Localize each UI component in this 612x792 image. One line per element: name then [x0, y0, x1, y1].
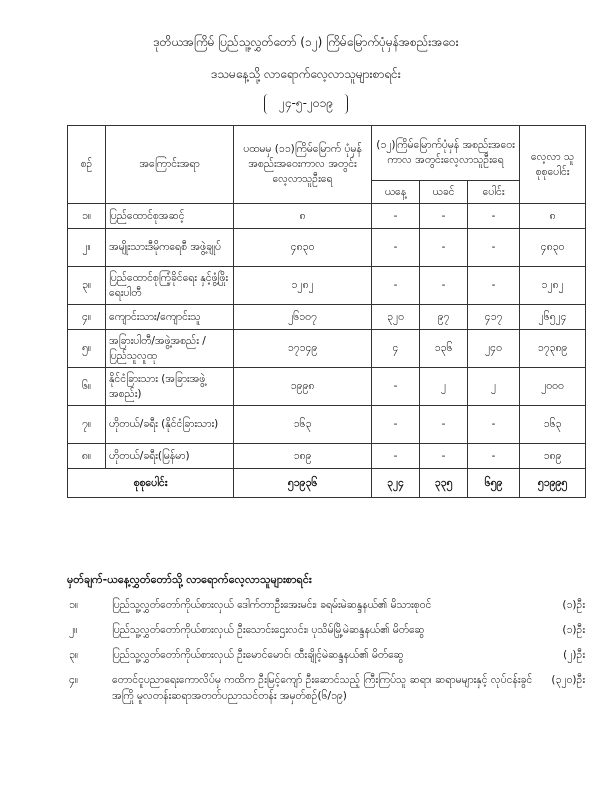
note-item — [67, 647, 585, 663]
cell-today: - — [372, 368, 420, 406]
cell-before: - — [420, 204, 468, 229]
document-subtitle: ဒသမနေ့သို့ လာရောက်လေ့လာသူများစာရင်း — [211, 67, 401, 81]
header-current-session: (၁၂)ကြိမ်မြောက်ပုံမှန် အစည်းအဝေးကာလ အတွင်းလေ့လာသူဦးရေ — [372, 126, 520, 181]
cell-subject: ဟိုတယ်/ခရီး (နိုင်ငံခြားသား) — [106, 406, 234, 444]
totals-sum: ၆၅၉ — [468, 469, 520, 498]
notes-title: မှတ်ချက်-ယနေ့လွှတ်တော်သို့ လာရောက်လေ့လာသူများစာရင်း — [67, 573, 312, 586]
cell-prev: ၈ — [234, 204, 372, 229]
cell-subject: ကျောင်းသား/ကျောင်းသူ — [106, 305, 234, 330]
cell-total: ၄၈၃၀ — [520, 229, 586, 267]
cell-before: - — [420, 444, 468, 469]
table-row — [68, 229, 586, 267]
cell-subject: ပြည်ထောင်စုကြံ့ခိုင်ရေး နှင့်ဖွံ့ဖြိုးရေးပါတီ — [106, 267, 234, 305]
note-count: (၂)ဦး — [563, 649, 585, 661]
date-box: ၂၄-၅-၂၀၁၉ — [264, 94, 348, 114]
cell-prev: ၁၆၃ — [234, 406, 372, 444]
cell-prev: ၁၈၉ — [234, 444, 372, 469]
note-number: ၂။ — [69, 624, 78, 636]
document-title: ဒုတိယအကြိမ် ပြည်သူ့လွှတ်တော် (၁၂) ကြိမ်မြောက်ပုံမှန်အစည်းအဝေး — [153, 35, 459, 49]
cell-prev: ၁၂၈၂ — [234, 267, 372, 305]
cell-no: ၈။ — [68, 444, 106, 469]
cell-sum: - — [468, 267, 520, 305]
note-text: ပြည်သူ့လွှတ်တော်ကိုယ်စားလှယ် ဦးသောင်းဌေးလင်း၊ ပုသိမ်မြို့မဲဆန္ဒနယ်၏ မိတ်ဆွေ — [112, 624, 425, 636]
header-subject: အကြောင်းအရာ — [106, 126, 234, 204]
cell-total: ၁၈၉ — [520, 444, 586, 469]
cell-prev: ၄၈၃၀ — [234, 229, 372, 267]
cell-total: ၈ — [520, 204, 586, 229]
note-text: ပြည်သူ့လွှတ်တော်ကိုယ်စားလှယ် ဒေါက်တာဦးအေးမင်း၊ ခရမ်းမဲဆန္ဒနယ်၏ မိသားစုဝင် — [112, 599, 432, 611]
cell-today: - — [372, 444, 420, 469]
cell-before: ၁၃၆ — [420, 330, 468, 368]
cell-before: ၉၇ — [420, 305, 468, 330]
cell-sum: ၄၁၇ — [468, 305, 520, 330]
cell-total: ၁၇၃၈၉ — [520, 330, 586, 368]
note-number: ၁။ — [69, 599, 79, 611]
cell-prev: ၂၆၁၀၇ — [234, 305, 372, 330]
cell-today: - — [372, 204, 420, 229]
cell-no: ၃။ — [68, 267, 106, 305]
cell-no: ၂။ — [68, 229, 106, 267]
cell-sum: ၂၄၀ — [468, 330, 520, 368]
cell-subject: ဟိုတယ်/ခရီး(မြန်မာ) — [106, 444, 234, 469]
table-row — [68, 305, 586, 330]
note-text: ပြည်သူ့လွှတ်တော်ကိုယ်စားလှယ် ဦးမောင်မောင်၊ ထီးချိုင့်မဲဆန္ဒနယ်၏ မိတ်ဆွေ — [112, 649, 404, 661]
cell-prev: ၁၉၉၈ — [234, 368, 372, 406]
cell-subject: နိုင်ငံခြားသား (အခြားအဖွဲ့အစည်း) — [106, 368, 234, 406]
cell-sum: - — [468, 204, 520, 229]
note-item — [67, 597, 585, 613]
cell-total: ၂၀၀၀ — [520, 368, 586, 406]
cell-sum: - — [468, 444, 520, 469]
cell-no: ၇။ — [68, 406, 106, 444]
cell-before: - — [420, 229, 468, 267]
note-text: တောင်ငူပညာရေးကောလိပ်မှ ကထိက ဦးမြင့်ကျော် ဦးဆောင်သည့် ကြီးကြပ်သူ ဆရာ၊ ဆရာမများနှင့် လုပ်ငန်းခွင်အကြို မူလတန်းဆရာအတတ်ပညာသင်တန်း အမှတ်စဉ်(၆/၁၉) — [112, 674, 533, 702]
note-count: (၁)ဦး — [562, 599, 585, 611]
cell-no: ၅။ — [68, 330, 106, 368]
cell-total: ၁၆၃ — [520, 406, 586, 444]
cell-today: - — [372, 406, 420, 444]
table-row — [68, 444, 586, 469]
totals-row — [68, 469, 586, 498]
cell-before: - — [420, 267, 468, 305]
table-row — [68, 267, 586, 305]
cell-before: ၂ — [420, 368, 468, 406]
cell-sum: - — [468, 406, 520, 444]
notes-section — [67, 573, 585, 713]
cell-subject: အမျိုးသားဒီမိုကရေစီ အဖွဲ့ချုပ် — [106, 229, 234, 267]
cell-before: - — [420, 406, 468, 444]
cell-total: ၂၆၅၂၄ — [520, 305, 586, 330]
cell-sum: ၂ — [468, 368, 520, 406]
note-count: (၁)ဦး — [562, 624, 585, 636]
note-number: ၄။ — [69, 674, 79, 686]
table-row — [68, 406, 586, 444]
note-item — [67, 672, 585, 704]
cell-today: - — [372, 229, 420, 267]
table-row — [68, 204, 586, 229]
header-grand-total: လေ့လာ သူ စုစုပေါင်း — [520, 126, 586, 204]
cell-prev: ၁၇၁၄၉ — [234, 330, 372, 368]
header-before: ယခင် — [420, 181, 468, 204]
totals-before: ၃၃၅ — [420, 469, 468, 498]
cell-no: ၄။ — [68, 305, 106, 330]
note-item — [67, 622, 585, 638]
date-line — [0, 94, 612, 114]
header-today: ယနေ့ — [372, 181, 420, 204]
header-no: စဉ် — [68, 126, 106, 204]
header-sum: ပေါင်း — [468, 181, 520, 204]
totals-total: ၅၁၉၉၅ — [520, 469, 586, 498]
table-row — [68, 330, 586, 368]
cell-subject: အခြားပါတီ/အဖွဲ့အစည်း / ပြည်သူလူထု — [106, 330, 234, 368]
visitor-table — [67, 125, 586, 498]
totals-prev: ၅၁၉၃၆ — [234, 469, 372, 498]
totals-today: ၃၂၄ — [372, 469, 420, 498]
cell-today: - — [372, 267, 420, 305]
header-previous-sessions: ပထမမှ (၁၁)ကြိမ်မြောက် ပုံမှန်အစည်းအဝေးကာလ အတွင်းလေ့လာသူဦးရေ — [234, 126, 372, 204]
note-count: (၃၂၀)ဦး — [551, 674, 585, 686]
cell-no: ၆။ — [68, 368, 106, 406]
cell-today: ၄ — [372, 330, 420, 368]
note-number: ၃။ — [69, 649, 79, 661]
totals-label: စုစုပေါင်း — [68, 469, 234, 498]
table-row — [68, 368, 586, 406]
cell-total: ၁၂၈၂ — [520, 267, 586, 305]
cell-no: ၁။ — [68, 204, 106, 229]
cell-sum: - — [468, 229, 520, 267]
cell-today: ၃၂၀ — [372, 305, 420, 330]
cell-subject: ပြည်ထောင်စုအဆင့် — [106, 204, 234, 229]
